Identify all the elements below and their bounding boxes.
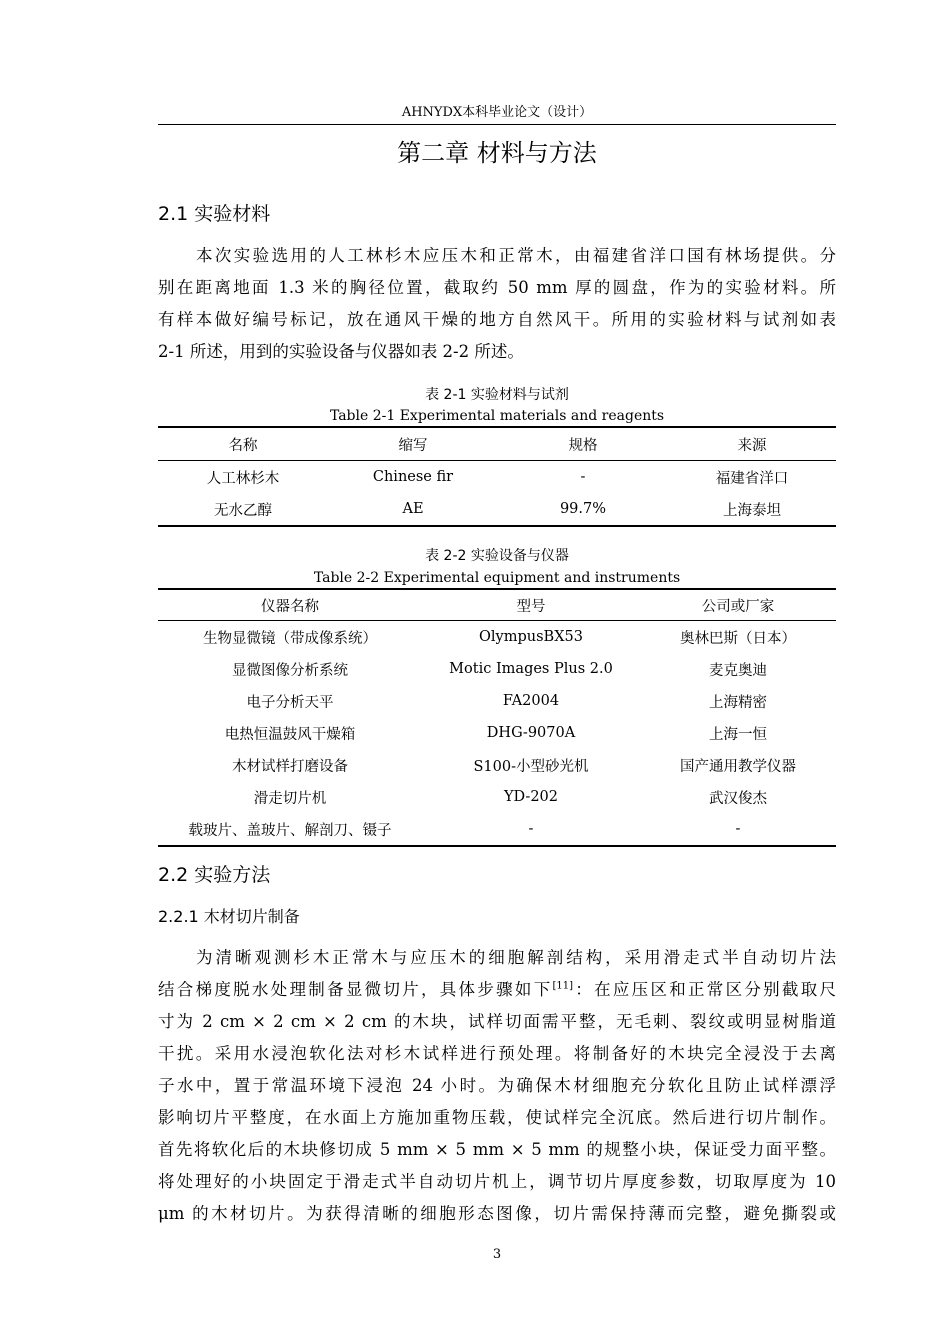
section-heading-materials: 2.1 实验材料 [158,203,271,225]
paragraph-line: 有样本做好编号标记，放在通风干燥的地方自然风干。所用的实验材料与试剂如表 [158,310,836,329]
paragraph-line: 别在距离地面 1.3 米的胸径位置，截取约 50 mm 厚的圆盘，作为的实验材料。所 [158,278,836,297]
table-cell: 上海一恒 [709,726,767,743]
table-cell: 生物显微镜（带成像系统） [203,630,377,647]
table-cell: YD-202 [503,789,559,805]
line-text: ：在应压区和正常区分别截取尺 [573,980,837,999]
paragraph-line: μm 的木材切片。为获得清晰的细胞形态图像，切片需保持薄而完整，避免撕裂或 [158,1204,836,1223]
table-equipment [158,588,836,847]
table-cell: 木材试样打磨设备 [232,758,348,775]
table-header-cell: 缩写 [398,437,428,454]
paragraph-line: 为清晰观测杉木正常木与应压木的细胞解剖结构，采用滑走式半自动切片法 [196,948,836,967]
line-text: 结合梯度脱水处理制备显微切片，具体步骤如下 [158,980,553,999]
table-cell: 载玻片、盖玻片、解剖刀、镊子 [188,822,392,839]
paragraph-line: 本次实验选用的人工林杉木应压木和正常木，由福建省洋口国有林场提供。分 [196,246,836,265]
table-cell: - [735,821,741,837]
table-header-cell: 规格 [568,437,598,454]
section-heading-methods: 2.2 实验方法 [158,864,271,886]
table-cell: 电热恒温鼓风干燥箱 [224,726,356,743]
paragraph-line: 干扰。采用水浸泡软化法对杉木试样进行预处理。将制备好的木块完全浸没于去离 [158,1044,836,1063]
table-cell: 上海精密 [709,694,767,711]
table-row [158,621,836,654]
table-header-row [158,427,836,461]
table-cell: 人工林杉木 [206,470,280,487]
table-cell: 国产通用教学仪器 [680,758,796,775]
table-cell: 麦克奥迪 [709,662,767,679]
table-cell: 上海泰坦 [723,502,781,519]
table-row [158,781,836,813]
table-cell: 滑走切片机 [253,790,327,807]
table1-caption-en: Table 2-1 Experimental materials and reagents [329,408,665,424]
table-row [158,685,836,717]
table-header-row [158,589,836,621]
header-rule [158,124,836,125]
methods-paragraph [158,942,836,1230]
table1-caption-cn [158,385,836,405]
subsection-heading-sectioning: 2.2.1 木材切片制备 [158,907,300,926]
table-header-cell: 型号 [516,598,546,615]
table-cell: 无水乙醇 [214,502,272,519]
table-header-cell: 仪器名称 [261,598,319,615]
running-header: AHNYDX本科毕业论文（设计） [401,105,593,120]
table-cell: AE [402,501,424,517]
materials-paragraph [158,240,836,368]
table1-caption-cn-text: 表 2-1 实验材料与试剂 [425,387,569,403]
paragraph-line: 寸为 2 cm × 2 cm × 2 cm 的木块，试样切面需平整，无毛刺、裂纹或明显树脂道 [158,1012,836,1031]
page-number: 3 [492,1247,502,1262]
table2-caption-cn-text: 表 2-2 实验设备与仪器 [425,548,569,564]
table-cell: 显微图像分析系统 [232,662,348,679]
table-cell: FA2004 [502,693,560,709]
table-cell: Motic Images Plus 2.0 [449,661,613,677]
table2-caption-cn [158,546,836,566]
paragraph-line: 将处理好的小块固定于滑走式半自动切片机上，调节切片厚度参数，切取厚度为 10 [158,1172,836,1191]
table-cell: - [528,821,534,837]
table2-caption-en: Table 2-2 Experimental equipment and instruments [313,570,681,586]
paragraph-line-with-citation [158,974,836,1006]
table-row [158,653,836,685]
table-cell: 武汉俊杰 [709,790,767,807]
table-cell: Chinese fir [372,469,454,485]
table-header-cell: 公司或厂家 [701,598,775,615]
paragraph-line: 子水中，置于常温环境下浸泡 24 小时。为确保木材细胞充分软化且防止试样漂浮 [158,1076,836,1095]
paragraph-line: 2-1 所述，用到的实验设备与仪器如表 2-2 所述。 [158,342,524,361]
table-cell: 奥林巴斯（日本） [680,630,796,647]
table-cell: OlympusBX53 [479,629,583,645]
table-cell: - [580,469,586,485]
table-row [158,717,836,749]
thesis-page [158,0,836,1344]
table-cell: 电子分析天平 [246,694,334,711]
table-cell: DHG-9070A [486,725,576,741]
table-materials [158,426,836,527]
table-row [158,749,836,781]
table-header-cell: 名称 [228,437,258,454]
paragraph-line: 影响切片平整度，在水面上方施加重物压载，使试样完全沉底。然后进行切片制作。 [158,1108,836,1127]
paragraph-line: 首先将软化后的木块修切成 5 mm × 5 mm × 5 mm 的规整小块，保证受力面平整。 [158,1140,836,1159]
chapter-title: 第二章 材料与方法 [397,139,597,167]
table-header-cell: 来源 [737,437,767,454]
table-row [158,813,836,846]
table-row [158,461,836,494]
table-cell: 99.7% [559,501,607,517]
citation-ref[interactable]: [11] [552,980,574,992]
table-row [158,493,836,526]
table-cell: S100-小型砂光机 [473,758,589,775]
table-cell: 福建省洋口 [715,470,789,487]
